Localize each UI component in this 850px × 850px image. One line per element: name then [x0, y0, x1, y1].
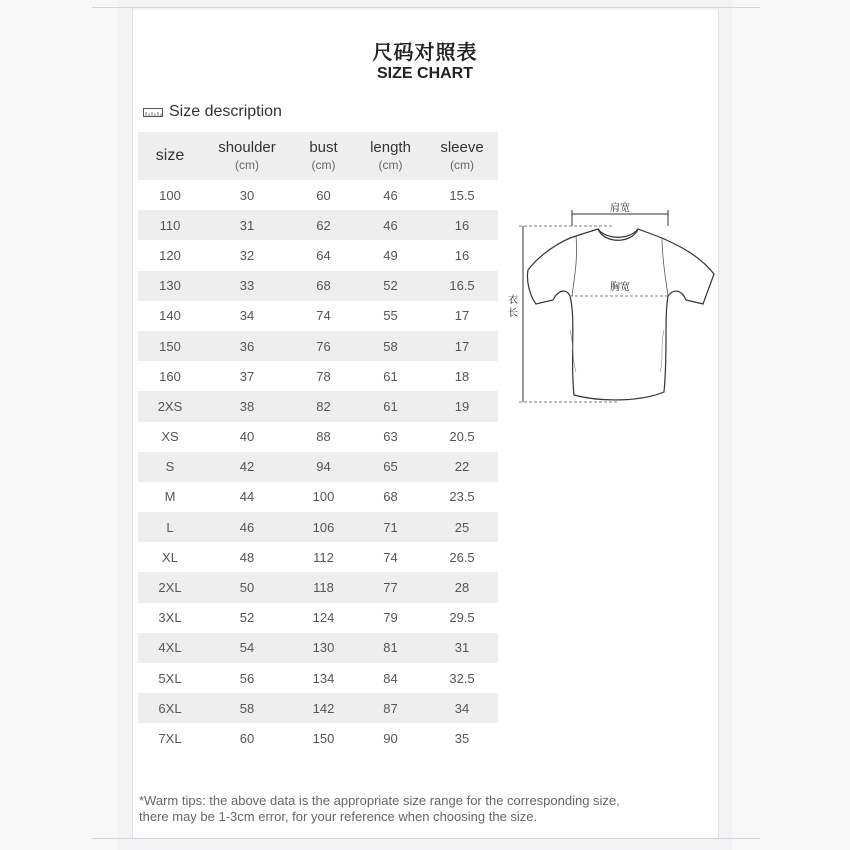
cell-bust: 118 [292, 572, 355, 602]
cell-shoulder: 38 [202, 391, 292, 421]
table-row [138, 603, 498, 633]
length-label-char-2: 长 [508, 308, 518, 319]
cell-length: 65 [355, 452, 426, 482]
cell-bust: 78 [316, 368, 331, 384]
cell-size: M [164, 489, 176, 505]
cell-length: 87 [355, 693, 426, 723]
cell-shoulder: 56 [239, 670, 255, 686]
cell-length: 74 [383, 549, 398, 565]
cell-sleeve: 15.5 [449, 187, 475, 203]
table-row [138, 723, 498, 753]
cell-sleeve: 34 [426, 693, 498, 723]
cell-bust: 60 [316, 187, 331, 203]
cell-bust: 142 [292, 693, 355, 723]
cell-sleeve: 16 [426, 210, 498, 240]
cell-shoulder: 36 [202, 331, 292, 361]
cell-size: 120 [159, 247, 181, 263]
cell-bust: 88 [316, 429, 331, 445]
table-row [138, 482, 498, 512]
cell-length: 61 [383, 368, 398, 384]
cell-size: 3XL [158, 610, 182, 626]
tshirt-diagram [505, 195, 725, 410]
cell-length: 52 [355, 271, 426, 301]
cell-sleeve: 35 [454, 730, 470, 746]
cell-size: 130 [138, 271, 202, 301]
cell-bust: 130 [292, 633, 355, 663]
cell-sleeve: 19 [426, 391, 498, 421]
cell-sleeve: 20.5 [449, 429, 475, 445]
cell-bust: 150 [312, 730, 335, 746]
ruler-icon [143, 107, 163, 118]
cell-length: 90 [383, 730, 398, 746]
cell-bust: 62 [292, 210, 355, 240]
table-row [138, 693, 498, 723]
bottom-border-line [92, 838, 760, 839]
cell-length: 81 [355, 633, 426, 663]
cell-sleeve: 26.5 [449, 549, 475, 565]
cell-length: 77 [355, 572, 426, 602]
table-row [138, 633, 498, 663]
table-header-row [138, 132, 498, 180]
cell-shoulder: 46 [202, 512, 292, 542]
cell-size: L [138, 512, 202, 542]
right-border-line [718, 8, 719, 838]
cell-bust: 76 [292, 331, 355, 361]
cell-bust: 94 [292, 452, 355, 482]
cell-sleeve: 25 [426, 512, 498, 542]
cell-length: 63 [383, 429, 398, 445]
table-row [138, 180, 498, 210]
header-size: size [138, 132, 202, 180]
cell-length: 71 [355, 512, 426, 542]
cell-shoulder: 40 [239, 429, 255, 445]
page-title-chinese: 尺码对照表 [372, 40, 478, 64]
cell-bust: 74 [316, 308, 331, 324]
header-length: length (cm) [355, 132, 426, 180]
page-margin-left [0, 0, 118, 850]
cell-shoulder: 37 [239, 368, 255, 384]
table-row [138, 331, 498, 361]
cell-shoulder: 42 [202, 452, 292, 482]
cell-sleeve: 28 [426, 572, 498, 602]
table-row [138, 572, 498, 602]
cell-shoulder: 60 [239, 730, 255, 746]
cell-length: 79 [383, 610, 398, 626]
cell-length: 55 [383, 308, 398, 324]
warm-tips-note [139, 793, 659, 825]
cell-sleeve: 31 [426, 633, 498, 663]
cell-length: 46 [383, 187, 398, 203]
cell-size: 100 [159, 187, 181, 203]
cell-sleeve: 23.5 [449, 489, 475, 505]
cell-length: 58 [355, 331, 426, 361]
cell-length: 46 [355, 210, 426, 240]
table-row [138, 512, 498, 542]
top-border-line [92, 7, 760, 8]
table-row [138, 391, 498, 421]
table-row [138, 240, 498, 270]
header-bust: bust (cm) [292, 132, 355, 180]
cell-shoulder: 34 [239, 308, 255, 324]
cell-shoulder: 31 [202, 210, 292, 240]
cell-shoulder: 33 [202, 271, 292, 301]
cell-size: 140 [159, 308, 181, 324]
section-title: Size description [169, 103, 282, 120]
table-body [138, 180, 498, 754]
table-row [138, 663, 498, 693]
cell-sleeve: 22 [426, 452, 498, 482]
cell-size: 5XL [158, 670, 182, 686]
page-title-english: SIZE CHART [377, 65, 473, 82]
cell-bust: 124 [312, 610, 335, 626]
table-row [138, 301, 498, 331]
cell-sleeve: 16.5 [426, 271, 498, 301]
bust-width-label: 胸宽 [610, 282, 630, 293]
cell-shoulder: 44 [239, 489, 255, 505]
cell-size: XL [162, 549, 178, 565]
cell-shoulder: 58 [202, 693, 292, 723]
cell-bust: 106 [292, 512, 355, 542]
cell-bust: 100 [312, 489, 335, 505]
cell-sleeve: 16 [454, 247, 470, 263]
cell-size: 110 [138, 210, 202, 240]
cell-sleeve: 17 [454, 308, 470, 324]
cell-shoulder: 50 [202, 572, 292, 602]
table-row [138, 271, 498, 301]
left-border-line [132, 8, 133, 838]
size-table [138, 132, 498, 754]
table-row [138, 452, 498, 482]
cell-size: 7XL [158, 730, 182, 746]
cell-size: 2XL [138, 572, 202, 602]
cell-length: 61 [355, 391, 426, 421]
cell-shoulder: 52 [239, 610, 255, 626]
cell-sleeve: 32.5 [449, 670, 475, 686]
cell-shoulder: 54 [202, 633, 292, 663]
cell-size: 2XS [138, 391, 202, 421]
header-sleeve: sleeve (cm) [426, 132, 498, 180]
cell-sleeve: 17 [426, 331, 498, 361]
section-header [143, 103, 282, 121]
cell-length: 68 [383, 489, 398, 505]
cell-sleeve: 29.5 [449, 610, 475, 626]
cell-size: 4XL [138, 633, 202, 663]
cell-shoulder: 32 [239, 247, 255, 263]
cell-bust: 64 [316, 247, 331, 263]
cell-sleeve: 18 [454, 368, 470, 384]
page-margin-right [732, 0, 850, 850]
table-row [138, 542, 498, 572]
table-row [138, 361, 498, 391]
length-label-char-1: 衣 [508, 295, 518, 306]
cell-size: S [138, 452, 202, 482]
cell-bust: 134 [312, 670, 335, 686]
shoulder-width-label: 肩宽 [610, 203, 630, 214]
warm-tips-line-2: there may be 1-3cm error, for your reference when choosing the size. [139, 809, 538, 824]
cell-length: 84 [383, 670, 398, 686]
table-row [138, 210, 498, 240]
cell-bust: 68 [292, 271, 355, 301]
cell-shoulder: 48 [239, 549, 255, 565]
table-row [138, 422, 498, 452]
cell-size: XS [161, 429, 179, 445]
cell-shoulder: 30 [239, 187, 255, 203]
cell-size: 6XL [138, 693, 202, 723]
header-shoulder: shoulder (cm) [202, 132, 292, 180]
cell-length: 49 [383, 247, 398, 263]
cell-bust: 82 [292, 391, 355, 421]
cell-size: 160 [159, 368, 181, 384]
cell-size: 150 [138, 331, 202, 361]
cell-bust: 112 [313, 549, 334, 565]
warm-tips-line-1: *Warm tips: the above data is the appropriate size range for the corresponding size, [139, 793, 620, 808]
